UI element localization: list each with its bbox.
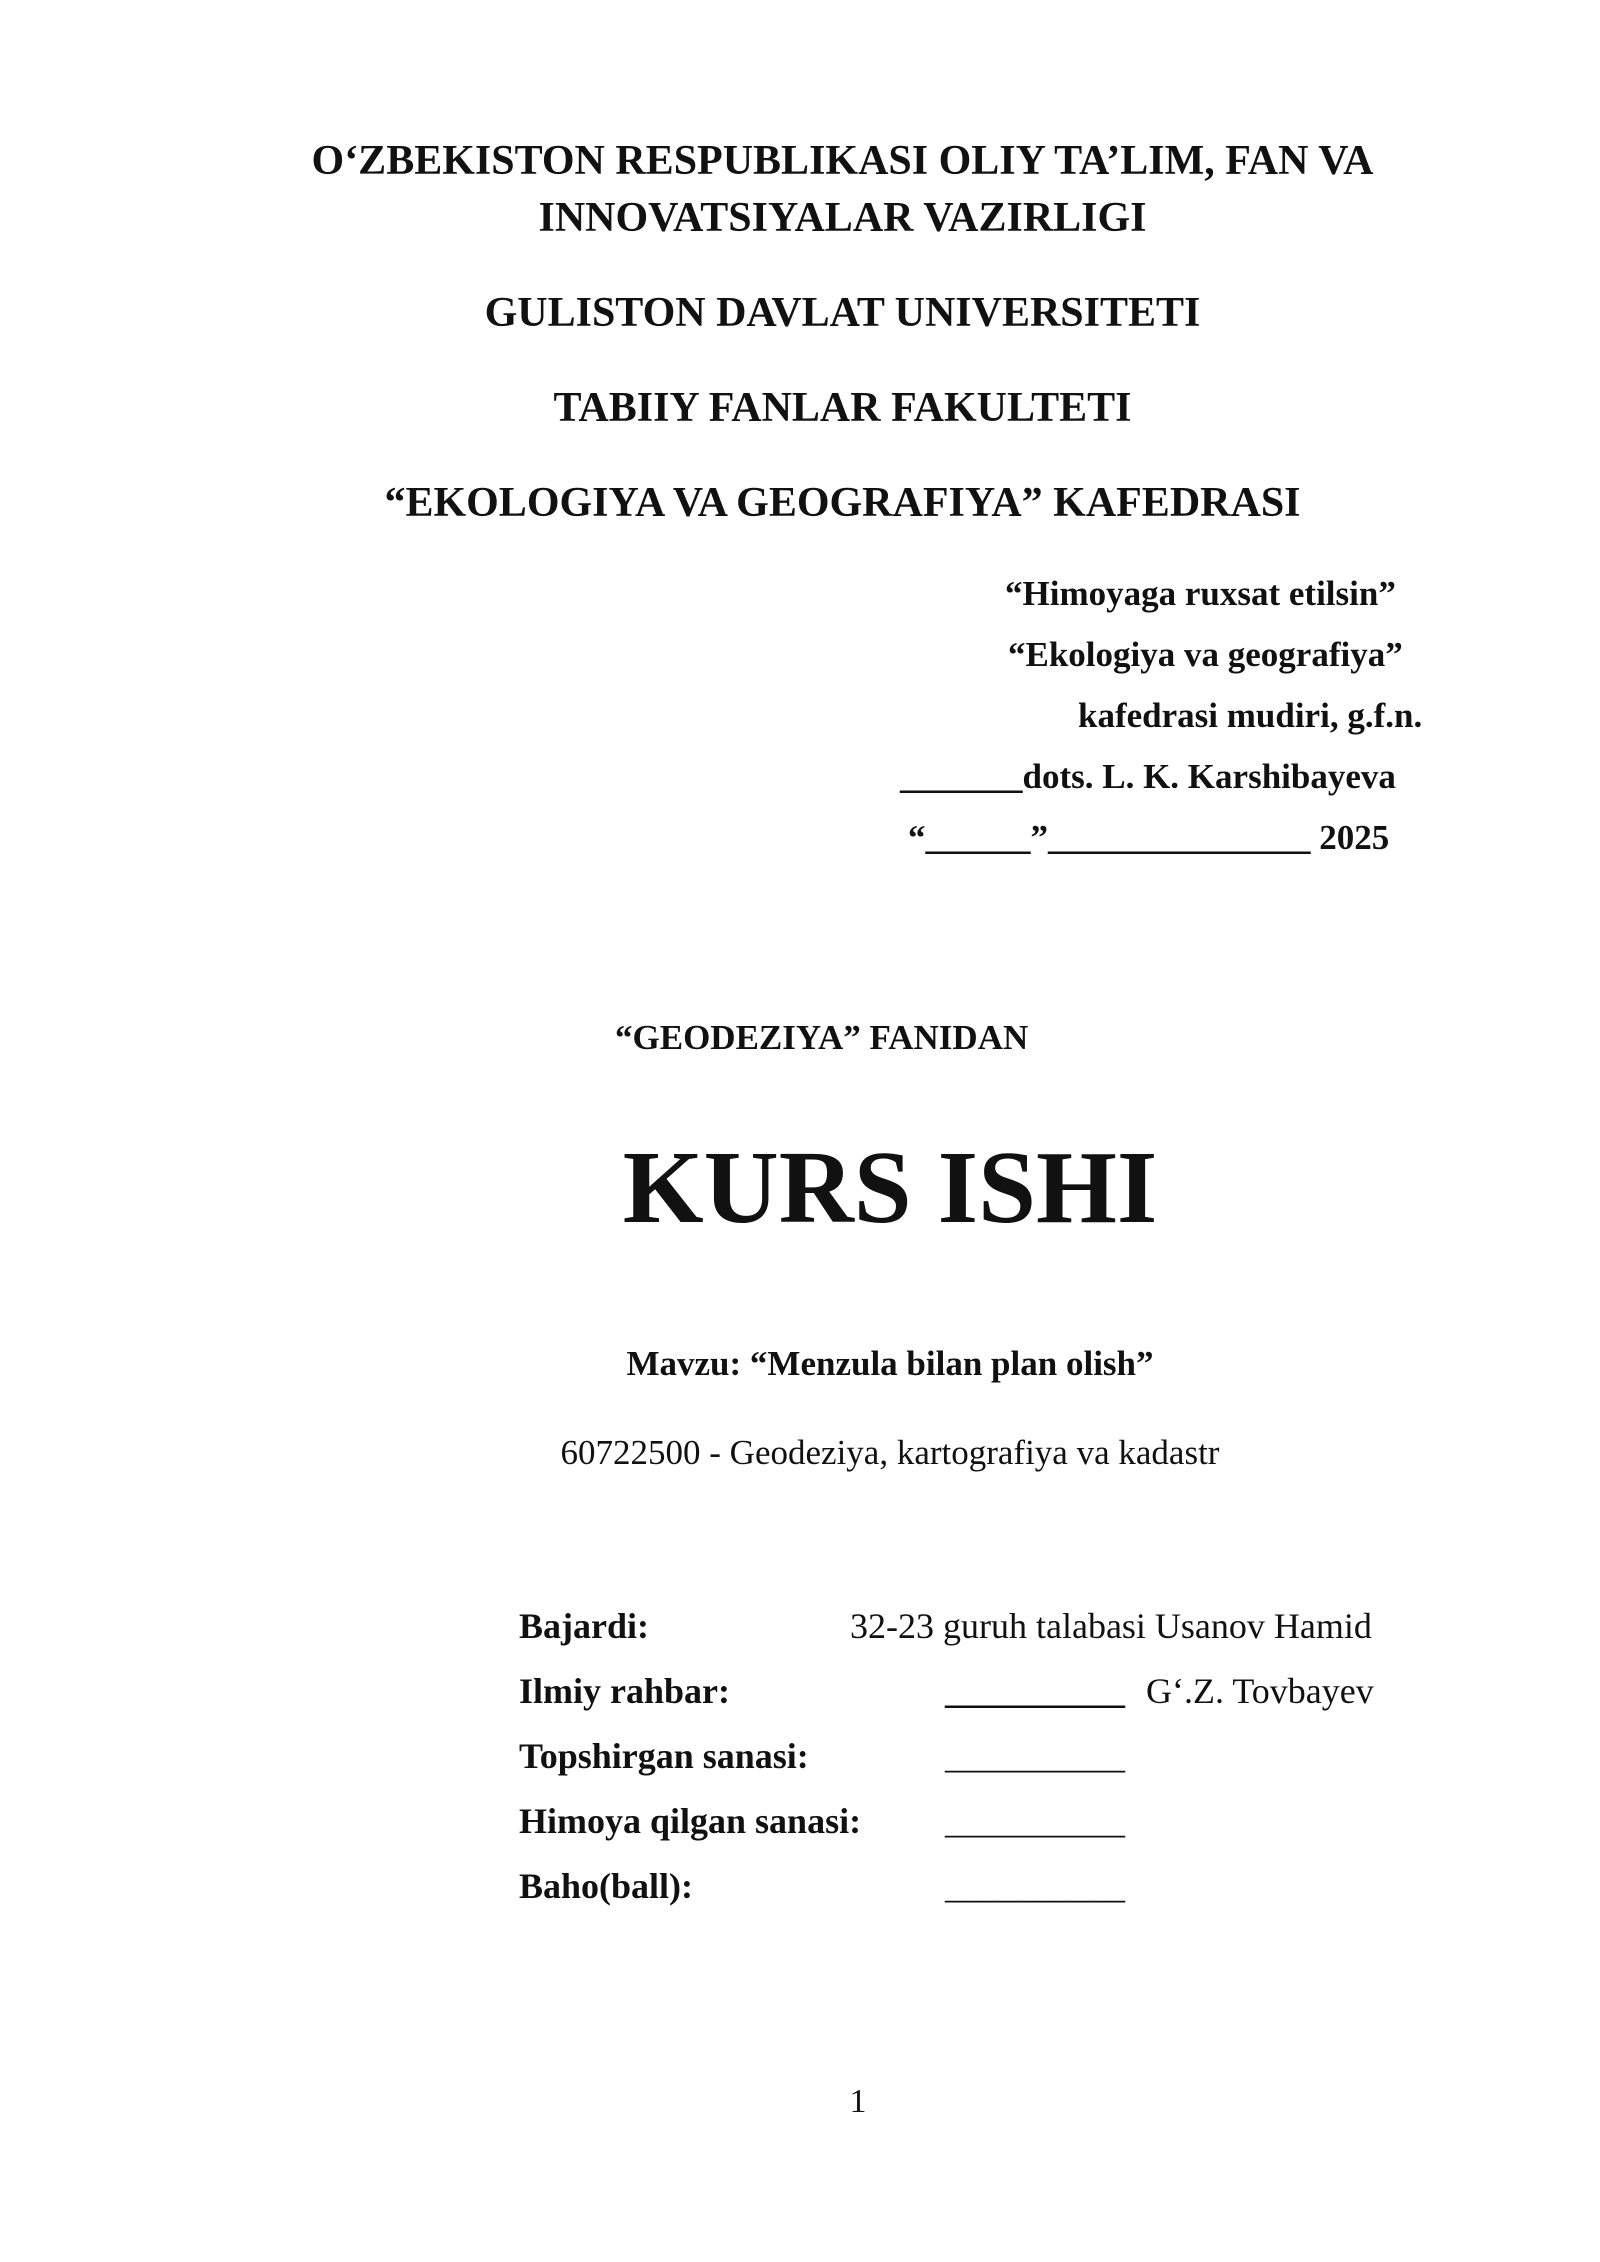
page-number: 1: [849, 2083, 867, 2120]
faculty-name: TABIIY FANLAR FAKULTETI: [553, 385, 1132, 431]
approval-date-line: “______”_______________ 2025: [908, 818, 1390, 857]
performed-label: Bajardi:: [519, 1606, 649, 1646]
ministry-line-1: O‘ZBEKISTON RESPUBLIKASI OLIY TA’LIM, FAN VA: [311, 138, 1374, 184]
specialty-line: 60722500 - Geodeziya, kartografiya va kadastr: [560, 1433, 1220, 1472]
supervisor-label: Ilmiy rahbar:: [519, 1671, 730, 1711]
defended-label: Himoya qilgan sanasi:: [519, 1801, 862, 1841]
submitted-label: Topshirgan sanasi:: [519, 1736, 809, 1776]
approval-line-3: kafedrasi mudiri, g.f.n.: [1078, 696, 1423, 735]
performed-value: 32-23 guruh talabasi Usanov Hamid: [850, 1606, 1372, 1646]
submitted-value: __________: [945, 1736, 1125, 1776]
supervisor-value: G‘.Z. Tovbayev: [1146, 1671, 1374, 1711]
grade-label: Baho(ball):: [519, 1866, 694, 1906]
approval-signature-line: _______dots. L. K. Karshibayeva: [900, 757, 1396, 796]
document-title: KURS ISHI: [622, 1130, 1158, 1245]
grade-value: __________: [945, 1866, 1125, 1906]
supervisor-signature-blank: __________: [945, 1671, 1125, 1711]
approval-line-1: “Himoyaga ruxsat etilsin”: [1005, 574, 1396, 613]
university-name: GULISTON DAVLAT UNIVERSITETI: [484, 290, 1201, 336]
subject-line: “GEODEZIYA” FANIDAN: [615, 1018, 1029, 1057]
ministry-line-2: INNOVATSIYALAR VAZIRLIGI: [538, 195, 1147, 241]
approval-line-2: “Ekologiya va geografiya”: [1008, 635, 1403, 674]
topic-line: Mavzu: “Menzula bilan plan olish”: [626, 1344, 1154, 1383]
department-name: “EKOLOGIYA VA GEOGRAFIYA” KAFEDRASI: [384, 480, 1301, 526]
defended-value: __________: [945, 1801, 1125, 1841]
